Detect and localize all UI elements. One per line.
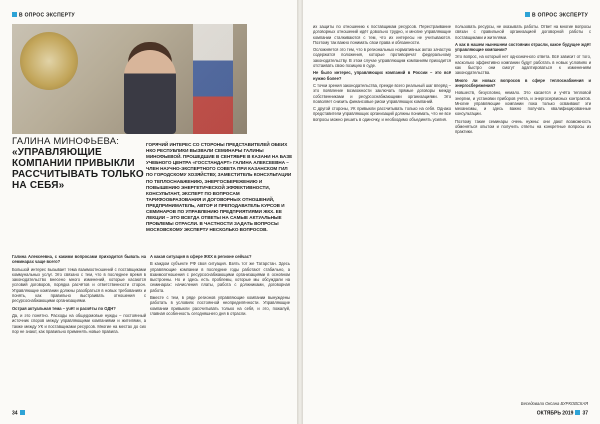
article-photo bbox=[12, 24, 247, 134]
interview-question: Не было интерес, управляющих компаний в России – это всё нужно более? bbox=[313, 70, 451, 81]
left-page bbox=[0, 0, 297, 424]
portrait-figure bbox=[124, 50, 176, 134]
right-page bbox=[303, 0, 600, 424]
headline-quote: «УПРАВЛЯЮЩИЕ КОМПАНИИ ПРИВЫКЛИ РАССЧИТЫВАТЬ ТОЛЬКО НА СЕБЯ» bbox=[12, 147, 144, 191]
interview-paragraph: В каждом субъекте РФ своя ситуация. Взять тот же Татарстан. Здесь управляющие компании в последние годы работают стабильно, а взаимоотношения с ресурсоснабжающими организациями в основном выстроены. Но и здесь есть проблемы, которые мы обсуждали на семинарах: начисления платы, работа с должниками, договорная работа. bbox=[150, 261, 290, 293]
issue-date: ОКТЯБРЬ 2019 bbox=[536, 410, 574, 416]
article-lead: ГОРЯЧИЙ ИНТЕРЕС СО СТОРОНЫ ПРЕДСТАВИТЕЛЕЙ ОБЕИХ НКО РЕСПУБЛИКИ ВЫЗВАЛИ СЕМИНАРЫ ГАЛИНЫ МИНОФЬЕВОЙ. ПРОШЕДШИЕ В СЕНТЯБРЕ В КАЗАНИ НА БАЗЕ УЧЕБНОГО ЦЕНТРА «ГОССТАНДАРТ» ГАЛИНА АЛЕКСЕЕВНА – ЧЛЕН НАУЧНО-ЭКСПЕРТНОГО СОВЕТА ПРИ КАЗАНСКОМ ГИЛ ПО ГОРОДСКОМУ ХОЗЯЙСТВУ, ЗАМЕСТИТЕЛЬ КОНСУЛЬТАЦИИ ПО ТЕПЛОСНАБЖЕНИЮ, ЭНЕРГОСБЕРЕЖЕНИЮ И ПОВЫШЕНИЮ ЭНЕРГЕТИЧЕСКОЙ ЭФФЕКТИВНОСТИ, КОНСУЛЬТАНТ, ЭКСПЕРТ ПО ВОПРОСАМ ТАРИФООБРАЗОВАНИЯ И ДОГОВОРНЫХ ОТНОШЕНИЙ, ПРЕДПРИНИМАТЕЛЬ, АВТОР И ПРЕПОДАВАТЕЛЬ КУРСОВ И СЕМИНАРОВ ПО УПРАВЛЕНИЮ ПРЕДПРИЯТИЯМИ ЖКХ. ЕЕ ЛЕКЦИИ – ЭТО ВСЕГДА ОТВЕТЫ НА САМЫЕ АКТУАЛЬНЫЕ ПРОБЛЕМЫ ОТРАСЛИ. В ЧАСТНОСТИ ЗАДАТЬ ВОПРОСЫ МОСКОВСКОМУ ЭКСПЕРТУ НЕСКОЛЬКО ВОПРОСОВ. bbox=[146, 142, 293, 233]
right-column-1 bbox=[313, 24, 451, 124]
emblem-icon bbox=[20, 32, 78, 90]
interview-question: Много ли новых вопросов в сфере теплоснабжения и энергосбережения? bbox=[455, 77, 591, 88]
left-column-2 bbox=[150, 254, 290, 318]
page-folio-right bbox=[537, 410, 588, 417]
headline-name: ГАЛИНА МИНОФЬЕВА: bbox=[12, 136, 120, 147]
interview-paragraph: их защиты по отношению к поставщикам ресурсов. Перестраивание договорных отношений идёт довольно трудно, и многие управляющие компании сталкиваются с тем, что их интересы не учитываются. Поэтому так важно понимать свои права и обязанности. bbox=[313, 24, 451, 45]
section-tag-right bbox=[525, 12, 588, 19]
left-column-1 bbox=[12, 254, 146, 336]
interview-paragraph: Поэтому такие семинары очень нужны: они дают возможность обменяться опытом и получить ответы на конкретные вопросы из практики. bbox=[455, 118, 591, 135]
right-column-2 bbox=[455, 24, 591, 137]
section-tag-left bbox=[12, 12, 75, 19]
page-number: 37 bbox=[582, 410, 588, 416]
section-tag-text: В ОПРОС ЭКСПЕРТУ bbox=[19, 12, 75, 19]
interview-paragraph: Вместе с тем, в ряде регионов управляющие компании вынуждены работать в условиях постоянной неопределённости. Управляющие компании привыкли рассчитывать только на себя, и это, пожалуй, главная особенность сегодняшнего дня в отрасли. bbox=[150, 295, 290, 316]
page-folio-left bbox=[12, 410, 27, 417]
section-bullet-icon bbox=[525, 12, 530, 17]
interview-paragraph: пользовать ресурсы, не оказывать работы. Ответ на многие вопросы связан с правильной организацией договорной работы с поставщиками и жителями. bbox=[455, 24, 591, 40]
page-number: 34 bbox=[12, 410, 18, 416]
interview-paragraph: Да, и это понятно. Расходы на общедомовые нужды – постоянный источник споров между управляющими компаниями и жителями, а также между УК и поставщиками ресурсов. Многие на местах до сих пор не знают, как правильно применять новые правила. bbox=[12, 312, 146, 334]
interview-question: Галина Алексеевна, с какими вопросами приходится бывать на семинарах чаще всего? bbox=[12, 254, 146, 265]
interview-paragraph: Осложняется это тем, что в региональных нормативных актах зачастую содержатся положения, которые противоречат федеральному законодательству. В этом случае управляющим компаниям приходится отстаивать свою позицию в суде. bbox=[313, 47, 451, 69]
interview-question: А какая ситуация в сфере ЖКХ в регионе сейчас? bbox=[150, 254, 252, 259]
interview-paragraph: Новшеств, безусловно, немало. Это касается и учёта тепловой энергии, и установки приборов учёта, и энергосервисных контрактов. Многие управляющие компании пока только осваивают эти механизмы, и здесь важно получать квалифицированные консультации. bbox=[455, 90, 591, 117]
section-bullet-icon bbox=[12, 12, 17, 17]
folio-mark-icon bbox=[20, 410, 25, 415]
interview-question: А как в нашем нынешнем состоянии отрасли, какое будущее ждёт управляющие компании? bbox=[455, 41, 591, 53]
article-headline bbox=[12, 136, 147, 191]
flag-icon bbox=[193, 24, 233, 134]
folio-mark-icon bbox=[575, 410, 580, 415]
article-byline: Беседовала Оксана БУРКОВСКАЯ bbox=[520, 401, 588, 406]
interview-paragraph: С другой стороны, УК привыкли рассчитывать только на себя. Однако представители управляющих организаций должны понимать, что не все вопросы можно решить в одиночку, и необходимо объединять усилия. bbox=[313, 106, 451, 122]
section-tag-text: В ОПРОС ЭКСПЕРТУ bbox=[532, 12, 588, 19]
interview-question: Острая актуальная тема – учёт и расчёты по ОДН? bbox=[12, 305, 116, 311]
interview-paragraph: С точки зрения законодательства, прежде всего реальный шаг вперёд – это появление возможности заключать прямые договоры между собственниками и ресурсоснабжающими организациями. Это позволяет снизить финансовые риски управляющих компаний. bbox=[313, 82, 451, 104]
interview-paragraph: Большой интерес вызывает тема взаимоотношений с поставщиками коммунальных услуг. Это связано с тем, что в последнее время в законодательство внесено много изменений, которые касаются условий договоров, порядка расчётов и ответственности сторон. Управляющие компании должны разобраться в новых требованиях и понять, как правильно выстраивать отношения с ресурсоснабжающими организациями. bbox=[12, 266, 146, 304]
interview-paragraph: Это вопрос, на который нет однозначного ответа. Всё зависит от того, насколько эффективно компании будут работать в новых условиях и как быстро они смогут адаптироваться к изменениям законодательства. bbox=[455, 54, 591, 76]
